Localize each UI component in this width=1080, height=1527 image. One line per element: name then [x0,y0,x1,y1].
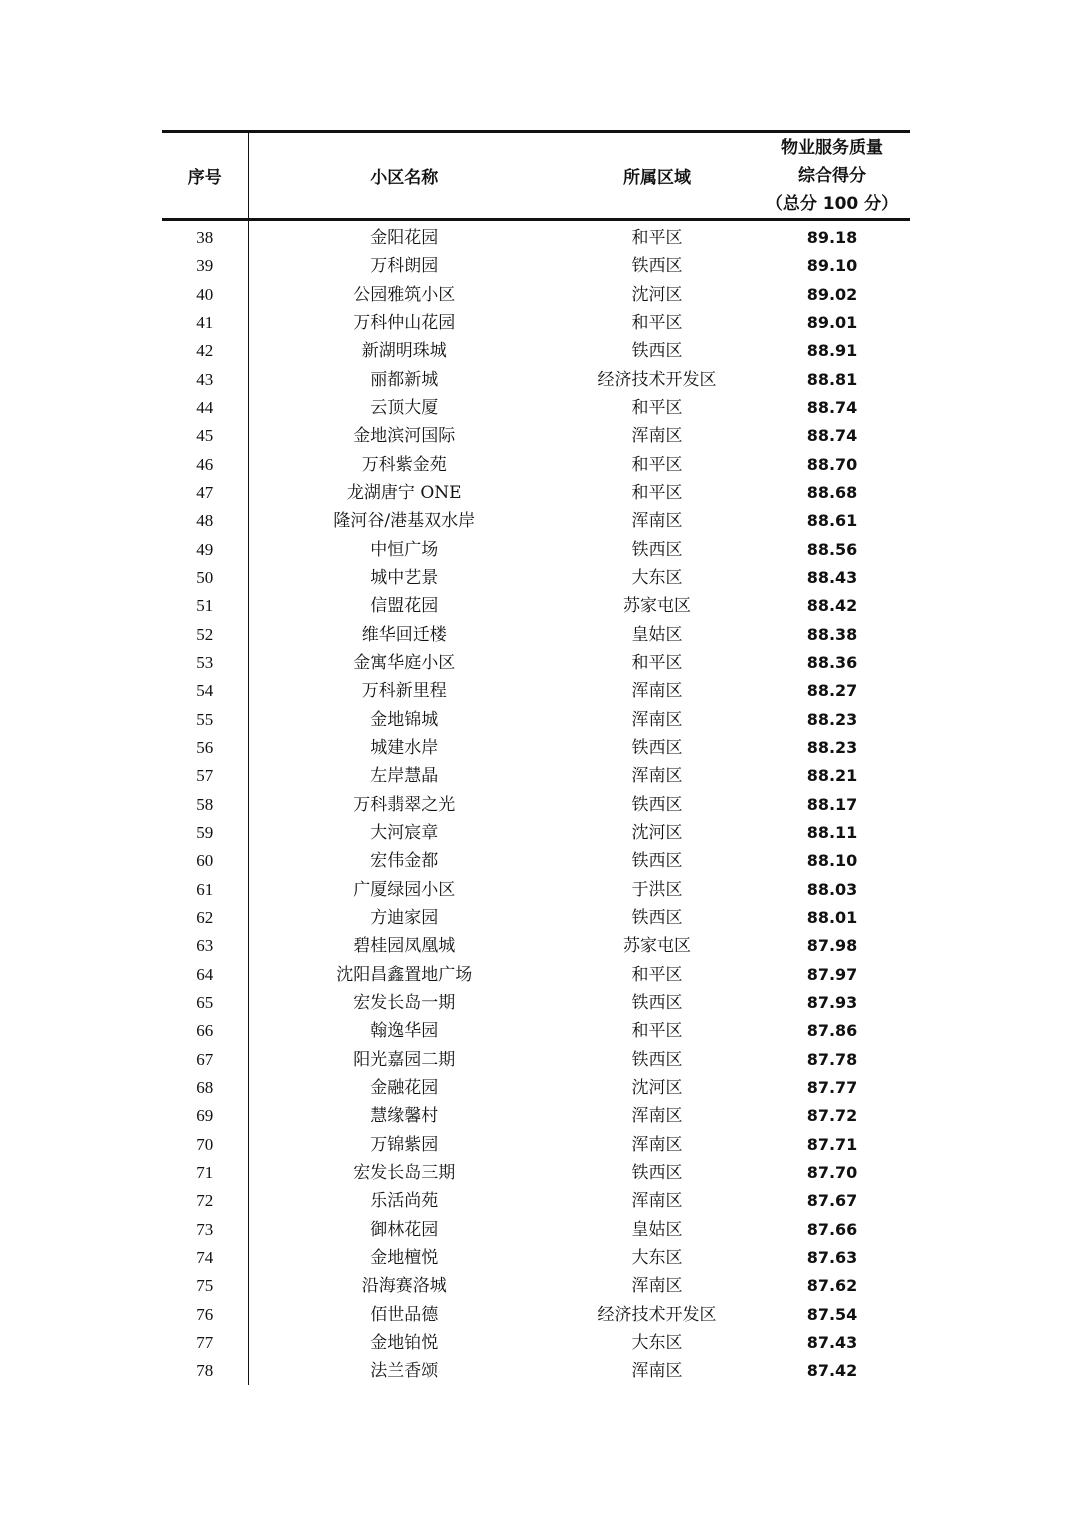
cell-score: 87.66 [806,1219,858,1239]
cell-index: 62 [162,904,248,932]
cell-district: 浑南区 [631,681,683,702]
cell-district: 和平区 [631,398,683,419]
table-row [162,451,910,479]
cell-name: 宏发长岛一期 [353,993,456,1014]
cell-district: 铁西区 [631,1049,683,1070]
cell-name: 御林花园 [370,1219,439,1240]
header-score-line2: 综合得分 [798,165,866,186]
cell-score: 88.70 [806,454,858,474]
table-row [162,1244,910,1272]
cell-district: 浑南区 [631,1276,683,1297]
cell-district: 和平区 [631,228,683,249]
cell-name: 维华回迁楼 [361,624,447,645]
cell-score: 88.17 [806,794,858,814]
cell-name: 沈阳昌鑫置地广场 [336,964,473,985]
cell-index: 50 [162,564,248,592]
cell-name: 左岸慧晶 [370,766,439,787]
cell-score: 87.77 [806,1078,858,1097]
cell-index: 56 [162,734,248,762]
cell-district: 铁西区 [631,851,683,872]
cell-index: 69 [162,1102,248,1130]
table-row [162,309,910,337]
table-row [162,1215,910,1243]
cell-name: 城建水岸 [370,738,439,759]
cell-index: 45 [162,422,248,450]
cell-score: 88.38 [806,624,858,644]
header-row [162,132,910,220]
cell-index: 64 [162,961,248,989]
cell-district: 经济技术开发区 [597,1304,717,1325]
cell-district: 铁西区 [631,908,683,929]
cell-score: 87.71 [806,1134,858,1154]
cell-score: 87.62 [806,1276,858,1296]
cell-name: 丽都新城 [370,369,439,390]
cell-district: 大东区 [631,1247,683,1268]
cell-index: 74 [162,1244,248,1272]
cell-score: 88.36 [806,653,858,673]
cell-name: 金地檀悦 [370,1247,439,1268]
cell-name: 万科朗园 [370,256,439,277]
cell-index: 75 [162,1272,248,1300]
table-row [162,507,910,535]
cell-name: 宏发长岛三期 [353,1162,456,1183]
cell-district: 沈河区 [631,1078,683,1098]
table-row [162,1046,910,1074]
table-row [162,1017,910,1045]
cell-district: 和平区 [631,1021,683,1042]
cell-name: 宏伟金都 [370,851,439,872]
cell-score: 89.18 [806,228,858,248]
table-row [162,1272,910,1300]
cell-district: 和平区 [631,653,683,674]
cell-name: 金地锦城 [370,709,439,730]
table-row [162,366,910,394]
cell-name: 万科紫金苑 [361,454,447,475]
cell-district: 铁西区 [631,993,683,1014]
cell-index: 38 [162,220,248,253]
table-body [162,220,910,1386]
header-index: 序号 [162,132,248,220]
table-row [162,252,910,280]
table-row [162,677,910,705]
cell-district: 铁西区 [631,539,683,560]
table-row [162,649,910,677]
cell-name: 金寓华庭小区 [353,653,456,674]
table-row [162,281,910,309]
table-row [162,1131,910,1159]
table-row [162,791,910,819]
cell-score: 88.23 [806,709,858,729]
table-row [162,932,910,960]
cell-score: 89.01 [806,313,858,333]
cell-district: 浑南区 [631,1191,683,1212]
cell-score: 88.56 [806,539,858,559]
cell-index: 76 [162,1300,248,1328]
cell-district: 大东区 [631,568,683,589]
header-score-line3: （总分 100 分） [765,193,899,214]
cell-index: 58 [162,791,248,819]
table-row [162,706,910,734]
cell-index: 55 [162,706,248,734]
cell-name: 万科翡翠之光 [353,794,456,815]
table-row [162,734,910,762]
cell-score: 87.93 [806,993,858,1013]
cell-score: 87.70 [806,1162,858,1182]
cell-district: 浑南区 [631,426,683,447]
cell-index: 41 [162,309,248,337]
cell-name: 阳光嘉园二期 [353,1049,456,1070]
cell-index: 65 [162,989,248,1017]
cell-index: 44 [162,394,248,422]
cell-district: 浑南区 [631,1106,683,1127]
cell-district: 和平区 [631,313,683,334]
cell-district: 和平区 [631,454,683,475]
cell-index: 46 [162,451,248,479]
cell-district: 浑南区 [631,1134,683,1155]
cell-name: 广厦绿园小区 [353,879,456,900]
table-row [162,337,910,365]
cell-score: 88.27 [806,681,858,701]
cell-district: 皇姑区 [631,1219,683,1240]
cell-index: 51 [162,592,248,620]
cell-name: 万科仲山花园 [353,313,456,334]
cell-district: 大东区 [631,1332,683,1353]
header-district: 所属区域 [560,132,754,220]
cell-index: 63 [162,932,248,960]
cell-index: 48 [162,507,248,535]
table-row [162,1074,910,1102]
cell-score: 88.21 [806,766,858,786]
cell-district: 和平区 [631,964,683,985]
cell-score: 88.11 [806,823,858,843]
cell-index: 73 [162,1215,248,1243]
cell-score: 88.68 [806,483,858,503]
cell-district: 浑南区 [631,709,683,730]
cell-score: 88.74 [806,398,858,418]
table-row [162,1300,910,1328]
cell-name: 方迪家园 [370,908,439,929]
table-row [162,904,910,932]
cell-district: 和平区 [631,483,683,504]
cell-index: 42 [162,337,248,365]
cell-name: 大河宸章 [370,823,439,844]
cell-score: 88.42 [806,596,858,616]
cell-index: 77 [162,1329,248,1357]
table-row [162,564,910,592]
table-row [162,762,910,790]
cell-index: 53 [162,649,248,677]
cell-score: 88.43 [806,568,858,588]
table-row [162,1187,910,1215]
cell-name: 金阳花园 [370,228,439,249]
table-row [162,394,910,422]
cell-index: 57 [162,762,248,790]
table-row [162,989,910,1017]
cell-index: 39 [162,252,248,280]
cell-name: 万锦紫园 [370,1134,439,1155]
cell-district: 于洪区 [631,879,683,900]
cell-score: 87.86 [806,1021,858,1041]
cell-score: 88.03 [806,879,858,899]
cell-score: 87.97 [806,964,858,984]
table-row [162,1159,910,1187]
cell-index: 52 [162,621,248,649]
ranking-table [162,130,910,1385]
cell-score: 88.01 [806,908,858,928]
cell-score: 87.78 [806,1049,858,1069]
cell-index: 40 [162,281,248,309]
cell-name: 佰世品德 [370,1304,439,1325]
cell-score: 89.10 [806,256,858,276]
cell-index: 47 [162,479,248,507]
table-row [162,819,910,847]
cell-district: 苏家屯区 [623,596,691,617]
cell-score: 87.43 [806,1332,858,1352]
cell-index: 49 [162,536,248,564]
cell-index: 54 [162,677,248,705]
cell-district: 铁西区 [631,794,683,815]
cell-name: 碧桂园凤凰城 [353,936,456,957]
cell-district: 浑南区 [631,766,683,787]
cell-score: 88.61 [806,511,858,531]
cell-district: 沈河区 [631,284,683,305]
cell-index: 68 [162,1074,248,1102]
cell-index: 71 [162,1159,248,1187]
cell-name: 金地滨河国际 [353,426,456,447]
cell-index: 60 [162,847,248,875]
table-row [162,1329,910,1357]
table-row [162,961,910,989]
table-row [162,220,910,253]
cell-score: 89.02 [806,284,858,304]
cell-name: 龙湖唐宁 ONE [346,483,462,504]
cell-score: 88.23 [806,738,858,758]
cell-score: 87.42 [806,1361,858,1381]
cell-name: 公园雅筑小区 [353,284,456,305]
table-row [162,621,910,649]
cell-district: 铁西区 [631,1162,683,1183]
table-row [162,876,910,904]
cell-score: 88.81 [806,369,858,389]
cell-score: 87.67 [806,1191,858,1211]
cell-score: 87.63 [806,1247,858,1267]
cell-index: 67 [162,1046,248,1074]
cell-name: 隆河谷/港基双水岸 [333,511,476,532]
cell-name: 金融花园 [370,1078,439,1098]
cell-district: 铁西区 [631,341,683,362]
cell-index: 61 [162,876,248,904]
table-row [162,847,910,875]
ranking-table-container [162,130,910,1385]
cell-index: 70 [162,1131,248,1159]
cell-name: 新湖明珠城 [361,341,447,362]
table-row [162,479,910,507]
cell-name: 中恒广场 [370,539,439,560]
cell-district: 浑南区 [631,1361,683,1382]
cell-index: 59 [162,819,248,847]
cell-name: 法兰香颂 [370,1361,439,1382]
table-row [162,1102,910,1130]
cell-name: 沿海赛洛城 [361,1276,447,1297]
cell-score: 87.98 [806,936,858,956]
cell-score: 87.54 [806,1304,858,1324]
cell-district: 苏家屯区 [623,936,691,957]
cell-index: 72 [162,1187,248,1215]
cell-district: 经济技术开发区 [597,369,717,390]
cell-score: 87.72 [806,1106,858,1126]
cell-name: 城中艺景 [370,568,439,589]
cell-district: 铁西区 [631,738,683,759]
header-score-line1: 物业服务质量 [781,137,883,158]
cell-name: 信盟花园 [370,596,439,617]
table-row [162,592,910,620]
cell-name: 乐活尚苑 [370,1191,439,1212]
table-row [162,536,910,564]
table-row [162,422,910,450]
cell-score: 88.10 [806,851,858,871]
cell-score: 88.74 [806,426,858,446]
header-name: 小区名称 [248,132,560,220]
cell-score: 88.91 [806,341,858,361]
cell-district: 皇姑区 [631,624,683,645]
cell-index: 78 [162,1357,248,1385]
cell-district: 沈河区 [631,823,683,844]
cell-name: 万科新里程 [361,681,447,702]
table-row [162,1357,910,1385]
header-score [754,132,910,220]
cell-name: 金地铂悦 [370,1332,439,1353]
cell-name: 慧缘馨村 [370,1106,439,1127]
table-header [162,132,910,220]
cell-name: 翰逸华园 [370,1021,439,1042]
cell-district: 浑南区 [631,511,683,532]
cell-index: 43 [162,366,248,394]
cell-index: 66 [162,1017,248,1045]
cell-district: 铁西区 [631,256,683,277]
cell-name: 云顶大厦 [370,398,439,419]
